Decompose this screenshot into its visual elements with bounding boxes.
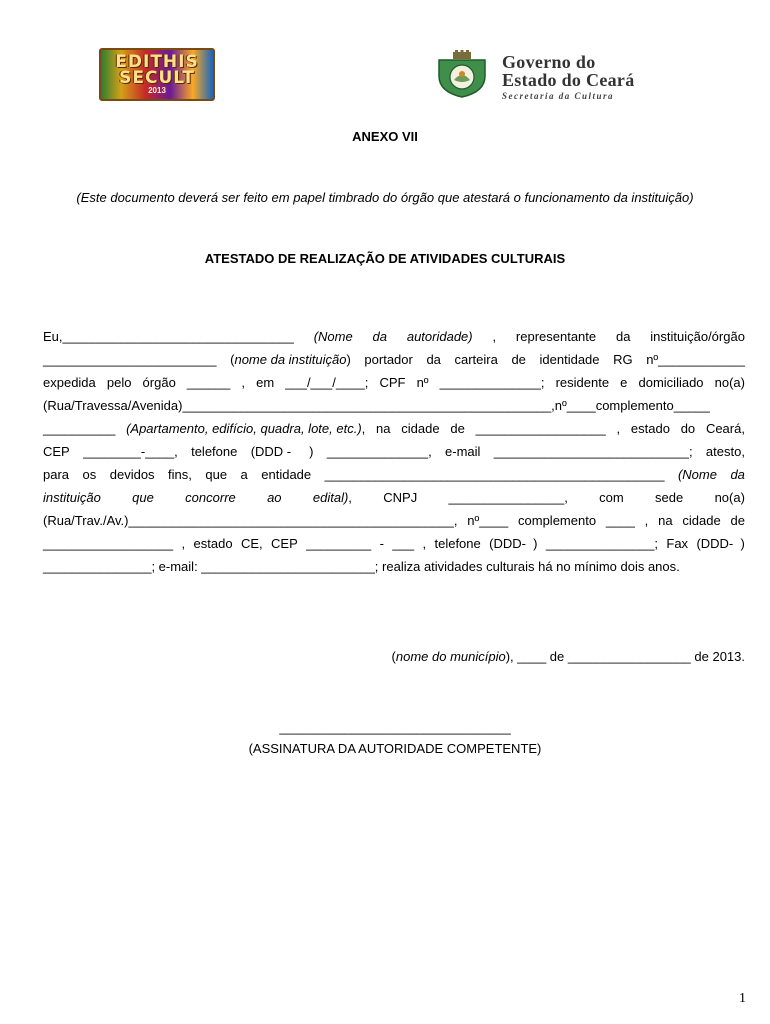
line-word: órgão <box>142 375 176 390</box>
date-open: ( <box>391 649 396 664</box>
line-word: identidade <box>539 352 600 367</box>
line-word: CPF <box>379 375 406 390</box>
line-word: fins, <box>168 467 192 482</box>
paragraph-line-9 <box>43 509 745 532</box>
line-word: __________________ <box>475 421 606 436</box>
line-word: - <box>379 536 384 551</box>
line-word: instituição/órgão <box>650 329 745 344</box>
line-word: carteira <box>454 352 498 367</box>
state-coat-of-arms-icon <box>435 50 489 98</box>
line-word: nome da instituição <box>234 352 347 367</box>
logo-line-1: EDITHIS <box>115 52 199 72</box>
line-word: com <box>599 490 624 505</box>
line-word: que <box>132 490 154 505</box>
paragraph-line-3 <box>43 371 745 394</box>
line-word: no(a) <box>714 375 745 390</box>
line-word: sede <box>655 490 684 505</box>
line-word: ______ <box>186 375 231 390</box>
gov-line-2: Estado do Ceará <box>502 70 635 90</box>
line-word: edital) <box>312 490 349 505</box>
paragraph-line-1 <box>43 325 745 348</box>
line-word: , <box>422 536 427 551</box>
line-word: os <box>82 467 97 482</box>
line-word: telefone <box>191 444 238 459</box>
line-word: domiciliado <box>638 375 704 390</box>
logo-line-2: SECULT <box>119 68 195 88</box>
line-word: concorre <box>185 490 236 505</box>
line-word: , <box>181 536 186 551</box>
line-word: (Rua/Trav./Av.)_____________________________________________, <box>43 513 458 528</box>
line-word: Eu,________________________________ <box>43 329 294 344</box>
line-word: a <box>240 467 248 482</box>
line-word: ______________; <box>439 375 545 390</box>
paragraph-line-11 <box>43 555 745 578</box>
line-word: ________-____, <box>83 444 178 459</box>
edithis-secult-logo <box>99 48 215 101</box>
line-word: em <box>256 375 275 390</box>
line-word: autoridade) <box>406 329 473 344</box>
paragraph-line-8 <box>43 486 745 509</box>
line-word: , <box>348 490 352 505</box>
line-word: ___ <box>392 536 415 551</box>
line-word: _______________; <box>545 536 658 551</box>
government-title <box>502 53 702 101</box>
line-word: Fax <box>666 536 689 551</box>
line-word: (Nome <box>677 467 717 482</box>
line-word: __________________ <box>43 536 174 551</box>
line-word: , <box>616 421 621 436</box>
line-word: , <box>361 421 366 436</box>
line-word: CE, <box>240 536 263 551</box>
date-line <box>392 649 745 664</box>
line-word: representante <box>515 329 597 344</box>
line-word: ________________, <box>448 490 568 505</box>
paragraph-line-10 <box>43 532 745 555</box>
line-word: complemento <box>518 513 597 528</box>
line-word: nº____________ <box>646 352 745 367</box>
page-number: 1 <box>739 991 746 1006</box>
line-word: de <box>730 513 745 528</box>
line-word: (Nome <box>313 329 353 344</box>
line-word: da <box>372 329 388 344</box>
line-word: , <box>241 375 245 390</box>
date-rest: ), ____ de _________________ de 2013. <box>505 649 745 664</box>
line-word: devidos <box>109 467 155 482</box>
line-word: pelo <box>106 375 132 390</box>
line-word: cidade <box>682 513 721 528</box>
line-word: cidade <box>401 421 440 436</box>
line-word: na <box>658 513 673 528</box>
paragraph-line-7 <box>43 463 745 486</box>
line-word: portador <box>364 352 413 367</box>
line-word: ao <box>267 490 282 505</box>
paragraph-line-5 <box>43 417 745 440</box>
document-title: ATESTADO DE REALIZAÇÃO DE ATIVIDADES CULTURAIS <box>204 251 566 266</box>
line-word: de <box>450 421 465 436</box>
line-word: de <box>511 352 526 367</box>
line-word: ) <box>346 352 351 367</box>
line-word: , <box>492 329 497 344</box>
line-word: da <box>615 329 631 344</box>
paragraph-line-6 <box>43 440 745 463</box>
line-word: _______________________________________________ <box>324 467 665 482</box>
line-word: para <box>43 467 70 482</box>
paragraph-line-2 <box>43 348 745 371</box>
line-word: _________ <box>306 536 372 551</box>
line-word: (DDD - ) <box>250 444 314 459</box>
line-word: RG <box>613 352 633 367</box>
line-word: CNPJ <box>383 490 418 505</box>
line-word: e-mail <box>445 444 481 459</box>
line-word: da <box>730 467 745 482</box>
line-word: ______________, <box>326 444 432 459</box>
line-word: ________________________ <box>43 352 217 367</box>
line-word: nº <box>416 375 429 390</box>
municipality-name: nome do município <box>395 649 506 664</box>
line-word: (DDD- ) <box>696 536 745 551</box>
line-word: ____ <box>605 513 635 528</box>
line-word: (Apartamento, edifício, quadra, lote, etc.) <box>126 421 362 436</box>
line-word: (DDD- ) <box>489 536 538 551</box>
line-word: ___________________________; <box>493 444 693 459</box>
line-word: que <box>205 467 228 482</box>
line-word: Ceará, <box>705 421 745 436</box>
line-word: na <box>376 421 391 436</box>
signature-label: (ASSINATURA DA AUTORIDADE COMPETENTE) <box>248 741 542 756</box>
line-word: , <box>644 513 649 528</box>
gov-line-1: Governo do <box>502 52 596 72</box>
annex-heading: ANEXO VII <box>352 129 418 144</box>
line-word: entidade <box>261 467 312 482</box>
line-word: atesto, <box>705 444 745 459</box>
logo-line-3: 2013 <box>148 86 166 95</box>
line-word: (Rua/Travessa/Avenida)___________________________________________________,nº____complemento_____ <box>43 398 710 413</box>
line-word: da <box>426 352 441 367</box>
signature-line: ________________________________ <box>279 720 511 735</box>
line-word: estado <box>193 536 233 551</box>
line-word: instituição <box>43 490 101 505</box>
line-word: expedida <box>43 375 96 390</box>
paragraph-line-4 <box>43 394 745 417</box>
line-word: residente <box>555 375 610 390</box>
line-word: _______________; e-mail: ________________________; realiza atividades culturais há no mínimo dois anos. <box>43 559 680 574</box>
line-word: ( <box>230 352 235 367</box>
line-word: nº____ <box>467 513 509 528</box>
line-word: CEP <box>271 536 298 551</box>
line-word: estado <box>630 421 670 436</box>
instruction-note: (Este documento deverá ser feito em papel timbrado do órgão que atestará o funcionamento da instituição) <box>76 190 694 205</box>
line-word: e <box>620 375 628 390</box>
declaration-paragraph <box>43 325 745 578</box>
line-word: telefone <box>434 536 481 551</box>
line-word: no(a) <box>714 490 745 505</box>
line-word: do <box>680 421 696 436</box>
line-word: ___/___/____; <box>285 375 369 390</box>
gov-line-3: Secretaria da Cultura <box>502 91 615 101</box>
line-word: CEP <box>43 444 70 459</box>
line-word: __________ <box>43 421 116 436</box>
